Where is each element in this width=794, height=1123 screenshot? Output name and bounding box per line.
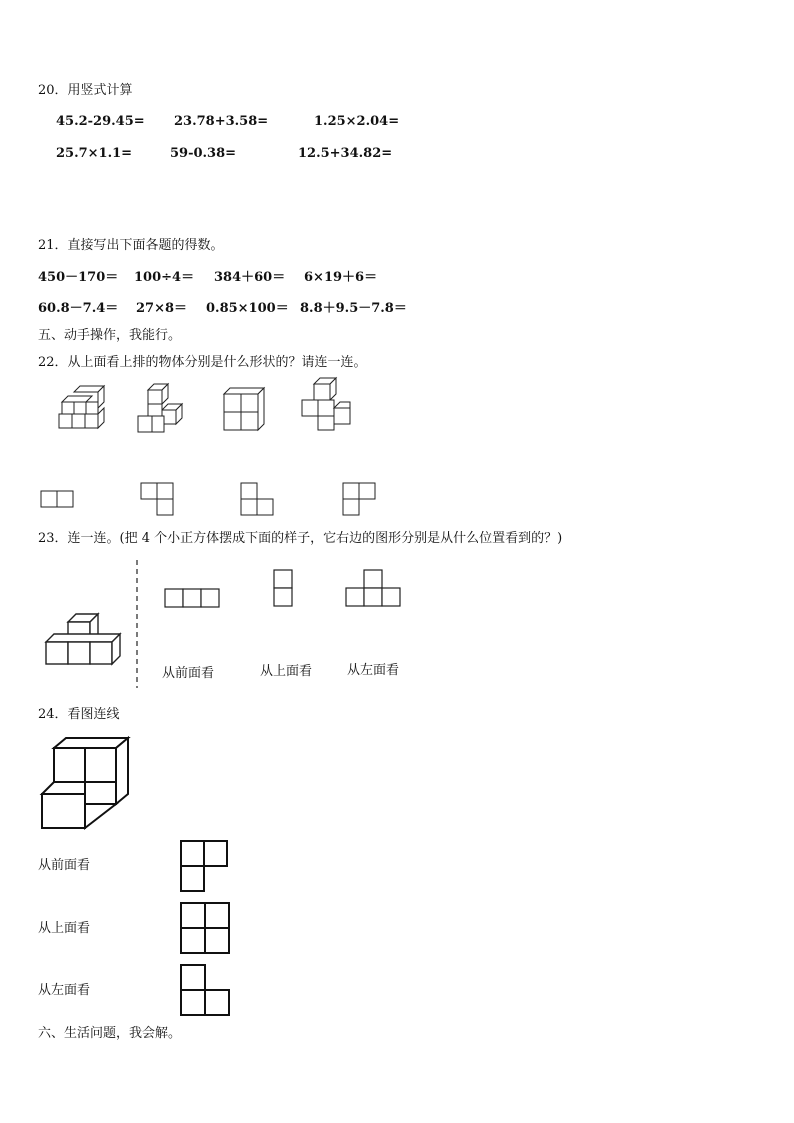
q22-object-3	[222, 388, 272, 436]
q22-shape-3	[240, 482, 276, 518]
q24-label-top: 从上面看	[38, 921, 91, 936]
q22-object-2	[136, 384, 188, 436]
q20-expr-6: 12.5+34.82=	[298, 146, 393, 161]
q21-expr-7: 0.85×100＝	[206, 301, 289, 316]
q23-view-shape-1	[164, 588, 224, 610]
section-5-heading: 五、动手操作，我能行。	[38, 328, 182, 343]
q22-shape-2	[140, 482, 176, 518]
q24-cube-figure	[40, 736, 132, 832]
q21-expr-1: 450－170＝	[38, 270, 119, 285]
q22-object-1	[56, 392, 108, 432]
q22-object-4	[300, 378, 356, 434]
q23-view-shape-2	[273, 569, 297, 609]
q24-title: 24．看图连线	[38, 707, 120, 722]
q20-expr-5: 59-0.38=	[170, 146, 237, 161]
q21-expr-8: 8.8＋9.5－7.8＝	[300, 301, 407, 316]
q23-cube-figure	[44, 606, 128, 668]
q21-title: 21．直接写出下面各题的得数。	[38, 238, 224, 253]
q20-expr-3: 1.25×2.04=	[314, 114, 400, 129]
q22-shape-1	[40, 490, 76, 508]
q24-view-shape-1	[180, 840, 230, 894]
q24-label-front: 从前面看	[38, 858, 91, 873]
q23-label-left: 从左面看	[347, 663, 400, 678]
q21-expr-2: 100÷4＝	[134, 270, 195, 285]
q22-shape-4	[342, 482, 378, 518]
q21-expr-3: 384＋60＝	[214, 270, 286, 285]
q20-title: 20．用竖式计算	[38, 83, 133, 98]
q24-view-shape-2	[180, 902, 232, 956]
q23-view-shape-3	[345, 569, 405, 609]
q23-label-front: 从前面看	[162, 666, 215, 681]
q24-view-shape-3	[180, 964, 232, 1018]
q23-title: 23．连一连。(把 4 个小正方体摆成下面的样子，它右边的图形分别是从什么位置看到的？)	[38, 531, 563, 546]
q23-label-top: 从上面看	[260, 664, 313, 679]
q21-expr-4: 6×19＋6＝	[304, 270, 378, 285]
q24-label-left: 从左面看	[38, 983, 91, 998]
q21-expr-6: 27×8＝	[136, 301, 188, 316]
q23-dashed-divider	[134, 560, 140, 690]
q20-expr-4: 25.7×1.1=	[56, 146, 133, 161]
q20-expr-2: 23.78+3.58=	[174, 114, 269, 129]
q20-expr-1: 45.2-29.45=	[56, 114, 145, 129]
q21-expr-5: 60.8－7.4＝	[38, 301, 119, 316]
section-6-heading: 六、生活问题，我会解。	[38, 1026, 182, 1041]
q22-title: 22．从上面看上排的物体分别是什么形状的？请连一连。	[38, 355, 367, 370]
